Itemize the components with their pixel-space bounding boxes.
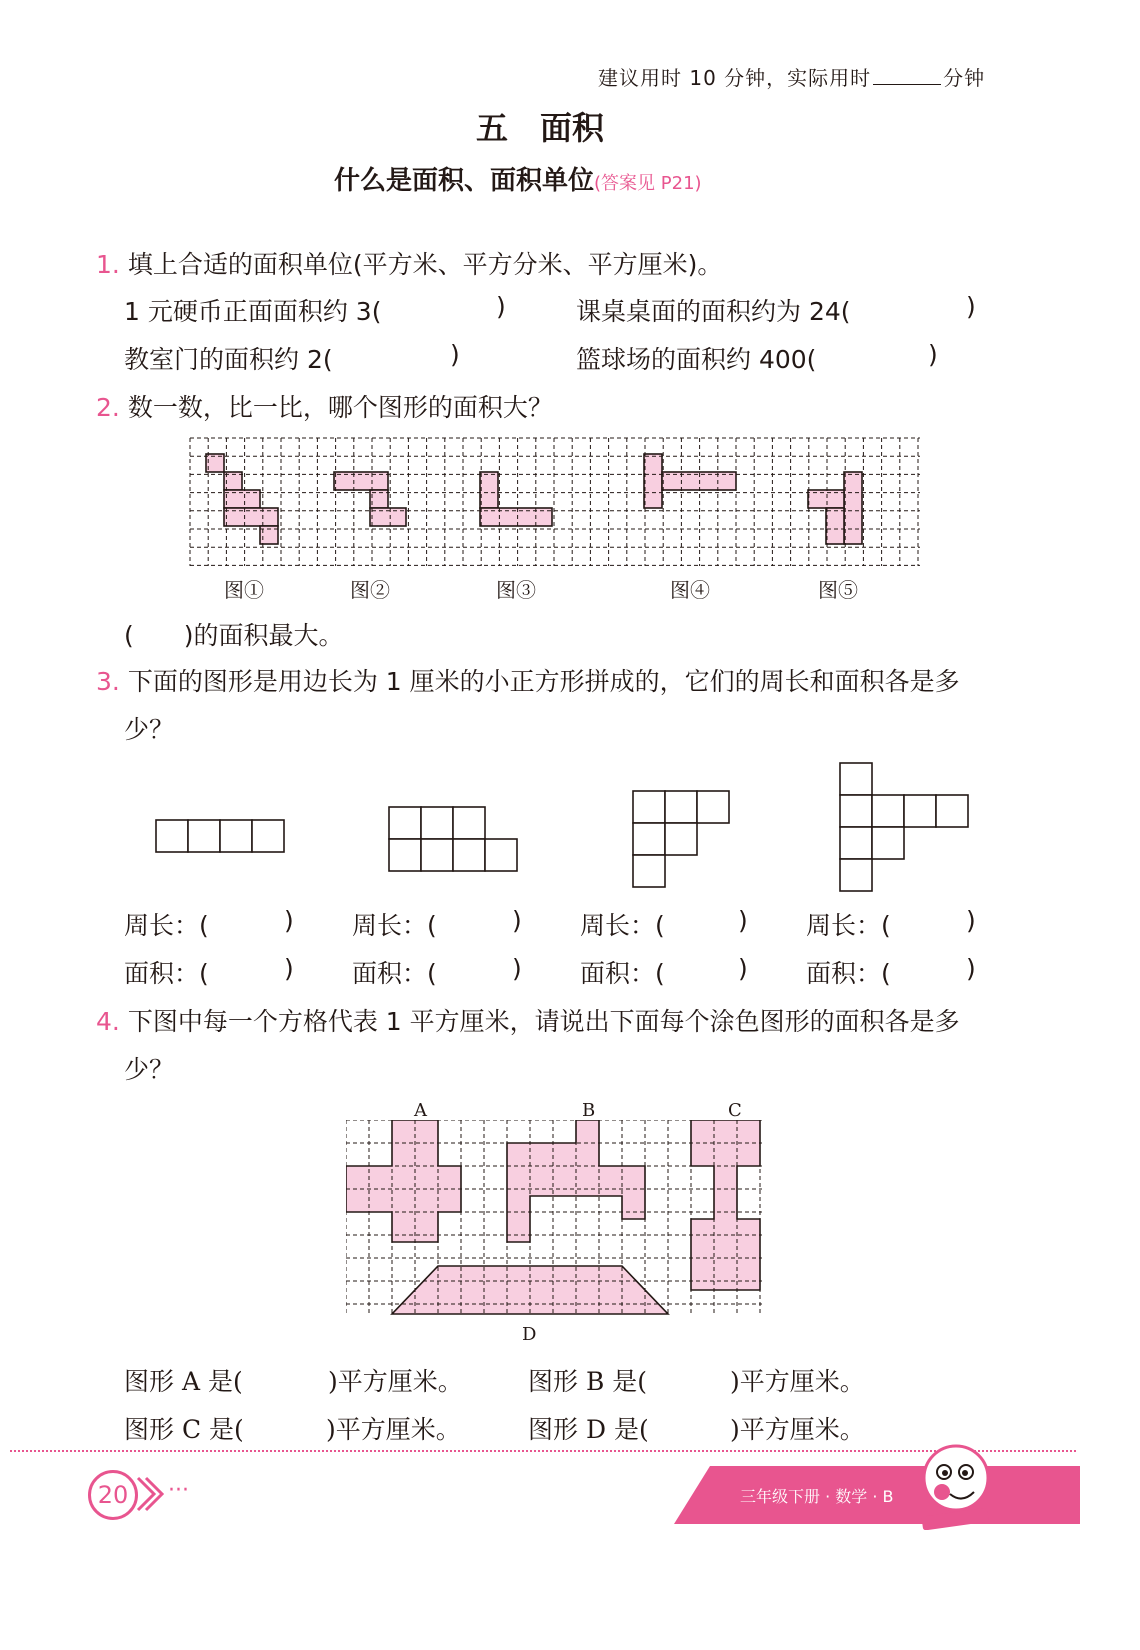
page-chevron-icon [134,1474,164,1514]
q3-perimeter-4: 周长：( [806,911,891,940]
q2-grid-figure [188,436,922,570]
q1-item-4 [576,340,816,376]
q1-item-2-close: ) [966,292,976,321]
q1-item-3-close: ) [450,340,460,369]
figure-label-3: 图③ [496,578,536,602]
time-hint-text: 建议用时 10 分钟，实际用时 [598,66,872,90]
item-text: 教室门的面积约 2( [124,345,333,374]
q1-item-3 [124,340,333,376]
q4-answer-a: 图形 A 是( [124,1367,243,1396]
q3-shape-1 [156,820,284,852]
q3-perimeter-1: 周长：( [124,911,209,940]
q3-area-3: 面积：( [580,959,665,988]
time-blank [873,84,941,85]
q3-perimeter-3: 周长：( [580,911,665,940]
shape-label-b: B [582,1100,596,1121]
q4-answer-a-suffix: )平方厘米。 [328,1367,463,1396]
answer-reference: (答案见 P21) [594,173,702,194]
question-text: 下面的图形是用边长为 1 厘米的小正方形拼成的，它们的周长和面积各是多 [127,667,960,696]
question-1 [96,245,722,281]
q1-item-2 [576,292,851,328]
mascot-icon [916,1440,996,1530]
q3-area-4-close: ) [966,954,976,983]
figure-label-2: 图② [350,578,390,602]
q3-area-3-close: ) [738,954,748,983]
q2-answer: ( )的面积最大。 [124,621,344,650]
q3-figures [150,760,980,896]
question-number: 4. [96,1007,120,1036]
q2-pink-shapes [206,454,862,544]
figure-label-4: 图④ [670,578,710,602]
q4-answer-c-suffix: )平方厘米。 [326,1415,461,1444]
book-title: 三年级下册 · 数学 · B [740,1487,894,1506]
question-4-cont: 少？ [124,1055,175,1084]
question-text: 数一数，比一比，哪个图形的面积大？ [127,393,553,422]
question-number: 3. [96,667,120,696]
q4-answer-d-suffix: )平方厘米。 [730,1415,865,1444]
question-4 [96,1002,960,1038]
item-text: 篮球场的面积约 400( [576,345,817,374]
q1-item-1-close: ) [496,292,506,321]
q3-perimeter-1-close: ) [284,906,294,935]
question-3-cont: 少？ [124,715,175,744]
question-text: 下图中每一个方格代表 1 平方厘米，请说出下面每个涂色图形的面积各是多 [127,1007,960,1036]
page-number: 20 [88,1470,138,1520]
shape-label-d: D [522,1324,537,1345]
question-text: 填上合适的面积单位(平方米、平方分米、平方厘米)。 [127,250,723,279]
section-title-text: 什么是面积、面积单位 [334,166,595,196]
question-number: 1. [96,250,120,279]
q3-area-2-close: ) [512,954,522,983]
shape-c [691,1120,760,1290]
shape-b [507,1120,645,1242]
item-text: 课桌桌面的面积约为 24( [576,297,851,326]
q3-perimeter-2-close: ) [512,906,522,935]
q3-area-1: 面积：( [124,959,209,988]
shape-a [346,1120,461,1242]
time-unit: 分钟 [943,66,986,90]
shape-label-a: A [414,1100,427,1121]
q4-answer-d: 图形 D 是( [528,1415,649,1444]
q3-area-2: 面积：( [352,959,437,988]
q4-answer-c: 图形 C 是( [124,1415,244,1444]
q4-answer-b-suffix: )平方厘米。 [730,1367,865,1396]
q3-shape-3 [633,791,729,887]
footer-dots: ··· [168,1478,189,1503]
section-title [334,160,702,197]
q3-shape-4 [840,763,968,891]
q1-item-1 [124,292,381,328]
q3-area-1-close: ) [284,954,294,983]
q1-item-4-close: ) [928,340,938,369]
q3-area-4: 面积：( [806,959,891,988]
time-hint [598,62,985,91]
question-number: 2. [96,393,120,422]
q3-perimeter-3-close: ) [738,906,748,935]
figure-label-5: 图⑤ [818,578,858,602]
question-3 [96,662,960,698]
chapter-title: 五 面积 [475,109,604,147]
q4-answer-b: 图形 B 是( [528,1367,648,1396]
q4-grid-figure [346,1120,766,1320]
item-text: 1 元硬币正面面积约 3( [124,297,382,326]
figure-label-1: 图① [224,578,264,602]
shape-label-c: C [728,1100,742,1121]
question-2 [96,388,553,424]
q3-shape-2 [389,807,517,871]
q3-perimeter-4-close: ) [966,906,976,935]
q3-perimeter-2: 周长：( [352,911,437,940]
